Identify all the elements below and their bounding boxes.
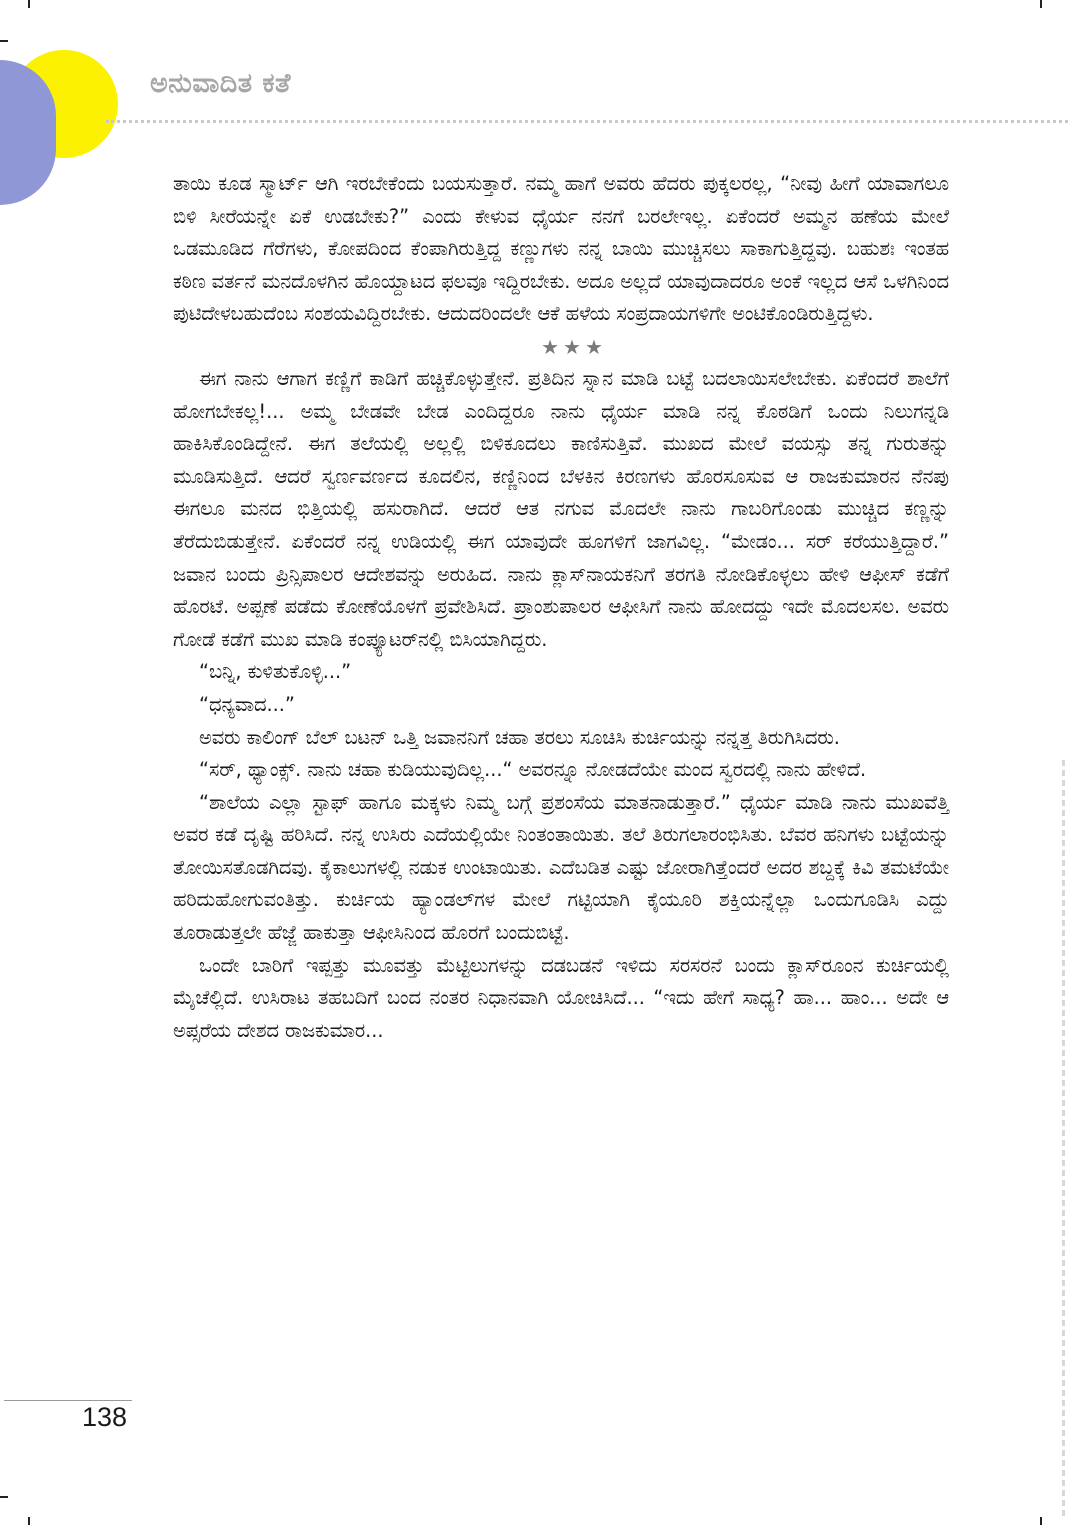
paragraph: ಈಗ ನಾನು ಆಗಾಗ ಕಣ್ಣಿಗೆ ಕಾಡಿಗೆ ಹಚ್ಚಿಕೊಳ್ಳುತ್ತೇನೆ. ಪ್ರತಿದಿನ ಸ್ನಾನ ಮಾಡಿ ಬಟ್ಟೆ ಬದಲಾಯಿಸಲೇಬೇಕು. ಏಕೆಂದರೆ ಶಾಲೆಗೆ ಹೋಗಬೇಕಲ್ಲ!... ಅಮ್ಮ ಬೇಡವೇ ಬೇಡ ಎಂದಿದ್ದರೂ ನಾನು ಧೈರ್ಯ ಮಾಡಿ ನನ್ನ ಕೊಠಡಿಗೆ ಒಂದು ನಿಲುಗನ್ನಡಿ ಹಾಕಿಸಿಕೊಂಡಿದ್ದೇನೆ. ಈಗ ತಲೆಯಲ್ಲಿ ಅಲ್ಲಲ್ಲಿ ಬಿಳಿಕೂದಲು ಕಾಣಿಸುತ್ತಿವೆ. ಮುಖದ ಮೇಲೆ ವಯಸ್ಸು ತನ್ನ ಗುರುತನ್ನು ಮೂಡಿಸುತ್ತಿದೆ. ಆದರೆ ಸ್ವರ್ಣವರ್ಣದ ಕೂದಲಿನ, ಕಣ್ಣಿನಿಂದ ಬೆಳಕಿನ ಕಿರಣಗಳು ಹೊರಸೂಸುವ ಆ ರಾಜಕುಮಾರನ ನೆನಪು ಈಗಲೂ ಮನದ ಭಿತ್ತಿಯಲ್ಲಿ ಹಸುರಾಗಿದೆ. ಆದರೆ ಆತ ನಗುವ ಮೊದಲೇ ನಾನು ಗಾಬರಿಗೊಂಡು ಮುಚ್ಚಿದ ಕಣ್ಣನ್ನು ತೆರೆದುಬಿಡುತ್ತೇನೆ. ಏಕೆಂದರೆ ನನ್ನ ಉಡಿಯಲ್ಲಿ ಈಗ ಯಾವುದೇ ಹೂಗಳಿಗೆ ಜಾಗವಿಲ್ಲ. “ಮೇಡಂ... ಸರ್ ಕರೆಯುತ್ತಿದ್ದಾರೆ.” ಜವಾನ ಬಂದು ಪ್ರಿನ್ಸಿಪಾಲರ ಆದೇಶವನ್ನು ಅರುಹಿದ. ನಾನು ಕ್ಲಾಸ್‌ನಾಯಕನಿಗೆ ತರಗತಿ ನೋಡಿಕೊಳ್ಳಲು ಹೇಳಿ ಆಫೀಸ್ ಕಡೆಗೆ ಹೊರಟೆ. ಅಪ್ಪಣೆ ಪಡೆದು ಕೋಣೆಯೊಳಗೆ ಪ್ರವೇಶಿಸಿದೆ. ಪ್ರಾಂಶುಪಾಲರ ಆಫೀಸಿಗೆ ನಾನು ಹೋದದ್ದು ಇದೇ ಮೊದಲಸಲ. ಅವರು ಗೋಡೆ ಕಡೆಗೆ ಮುಖ ಮಾಡಿ ಕಂಪ್ಯೂಟರ್‌ನಲ್ಲಿ ಬಿಸಿಯಾಗಿದ್ದರು. <box>173 366 949 651</box>
running-title: ಅನುವಾದಿತ ಕತೆ <box>150 68 291 99</box>
footer-rule <box>4 1400 132 1401</box>
paragraph: ತಾಯಿ ಕೂಡ ಸ್ಮಾರ್ಟ್ ಆಗಿ ಇರಬೇಕೆಂದು ಬಯಸುತ್ತಾರೆ. ನಮ್ಮ ಹಾಗೆ ಅವರು ಹೆದರು ಪುಕ್ಕಲರಲ್ಲ, “ನೀವು ಹೀಗೆ ಯಾವಾಗಲೂ ಬಿಳಿ ಸೀರೆಯನ್ನೇ ಏಕೆ ಉಡಬೇಕು?” ಎಂದು ಕೇಳುವ ಧೈರ್ಯ ನನಗೆ ಬರಲೇಇಲ್ಲ. ಏಕೆಂದರೆ ಅಮ್ಮನ ಹಣೆಯ ಮೇಲೆ ಒಡಮೂಡಿದ ಗೆರೆಗಳು, ಕೋಪದಿಂದ ಕೆಂಪಾಗಿರುತ್ತಿದ್ದ ಕಣ್ಣುಗಳು ನನ್ನ ಬಾಯಿ ಮುಚ್ಚಿಸಲು ಸಾಕಾಗುತ್ತಿದ್ದವು. ಬಹುಶಃ ಇಂತಹ ಕಠಿಣ ವರ್ತನೆ ಮನದೊಳಗಿನ ಹೊಯ್ದಾಟದ ಫಲವೂ ಇದ್ದಿರಬೇಕು. ಅದೂ ಅಲ್ಲದೆ ಯಾವುದಾದರೂ ಅಂಕೆ ಇಲ್ಲದ ಆಸೆ ಒಳಗಿನಿಂದ ಪುಟಿದೇಳಬಹುದೆಂಬ ಸಂಶಯವಿದ್ದಿರಬೇಕು. ಆದುದರಿಂದಲೇ ಆಕೆ ಹಳೆಯ ಸಂಪ್ರದಾಯಗಳಿಗೇ ಅಂಟಿಕೊಂಡಿರುತ್ತಿದ್ದಳು. <box>173 172 949 326</box>
crop-mark-bottom-left <box>28 1517 30 1525</box>
dotted-header-rule <box>106 120 1068 123</box>
crop-mark-left-lower <box>0 1496 8 1498</box>
page-number: 138 <box>82 1402 128 1432</box>
story-body <box>173 168 949 1047</box>
paragraph: “ಶಾಲೆಯ ಎಲ್ಲಾ ಸ್ಟಾಫ್ ಹಾಗೂ ಮಕ್ಕಳು ನಿಮ್ಮ ಬಗ್ಗೆ ಪ್ರಶಂಸೆಯ ಮಾತನಾಡುತ್ತಾರೆ.” ಧೈರ್ಯ ಮಾಡಿ ನಾನು ಮುಖವೆತ್ತಿ ಅವರ ಕಡೆ ದೃಷ್ಟಿ ಹರಿಸಿದೆ. ನನ್ನ ಉಸಿರು ಎದೆಯಲ್ಲಿಯೇ ನಿಂತಂತಾಯಿತು. ತಲೆ ತಿರುಗಲಾರಂಭಿಸಿತು. ಬೆವರ ಹನಿಗಳು ಬಟ್ಟೆಯನ್ನು ತೋಯಿಸತೊಡಗಿದವು. ಕೈಕಾಲುಗಳಲ್ಲಿ ನಡುಕ ಉಂಟಾಯಿತು. ಎದೆಬಡಿತ ಎಷ್ಟು ಜೋರಾಗಿತ್ತೆಂದರೆ ಅದರ ಶಬ್ದಕ್ಕೆ ಕಿವಿ ತಮಟೆಯೇ ಹರಿದುಹೋಗುವಂತಿತ್ತು. ಕುರ್ಚಿಯ ಹ್ಯಾಂಡಲ್‌ಗಳ ಮೇಲೆ ಗಟ್ಟಿಯಾಗಿ ಕೈಯೂರಿ ಶಕ್ತಿಯನ್ನೆಲ್ಲಾ ಒಂದುಗೂಡಿಸಿ ಎದ್ದು ತೂರಾಡುತ್ತಲೇ ಹೆಜ್ಜೆ ಹಾಕುತ್ತಾ ಆಫೀಸಿನಿಂದ ಹೊರಗೆ ಬಂದುಬಿಟ್ಟೆ. <box>173 790 949 945</box>
crop-mark-left-upper <box>0 40 8 42</box>
crop-mark-top-right <box>1040 0 1042 8</box>
paragraph: “ಸರ್, ಥ್ಯಾಂಕ್ಸ್. ನಾನು ಚಹಾ ಕುಡಿಯುವುದಿಲ್ಲ...“ ಅವರನ್ನೂ ನೋಡದೆಯೇ ಮಂದ ಸ್ವರದಲ್ಲಿ ನಾನು ಹೇಳಿದೆ. <box>199 758 867 782</box>
crop-mark-bottom-right <box>1040 1517 1042 1525</box>
section-separator: ★★★ <box>541 334 607 359</box>
paragraph: ಅವರು ಕಾಲಿಂಗ್ ಬೆಲ್ ಬಟನ್ ಒತ್ತಿ ಜವಾನನಿಗೆ ಚಹಾ ತರಲು ಸೂಚಿಸಿ ಕುರ್ಚಿಯನ್ನು ನನ್ನತ್ತ ತಿರುಗಿಸಿದರು. <box>199 725 840 749</box>
dialogue-line: “ಬನ್ನಿ, ಕುಳಿತುಕೊಳ್ಳಿ...” <box>199 660 352 684</box>
margin-dotted-rule <box>1062 760 1065 1520</box>
dialogue-line: “ಧನ್ಯವಾದ...” <box>199 692 295 716</box>
crop-mark-top-left <box>28 0 30 8</box>
paragraph: ಒಂದೇ ಬಾರಿಗೆ ಇಪ್ಪತ್ತು ಮೂವತ್ತು ಮೆಟ್ಟಿಲುಗಳನ್ನು ದಡಬಡನೆ ಇಳಿದು ಸರಸರನೆ ಬಂದು ಕ್ಲಾಸ್‌ರೂಂನ ಕುರ್ಚಿಯಲ್ಲಿ ಮೈಚೆಲ್ಲಿದೆ. ಉಸಿರಾಟ ತಹಬದಿಗೆ ಬಂದ ನಂತರ ನಿಧಾನವಾಗಿ ಯೋಚಿಸಿದೆ... “ಇದು ಹೇಗೆ ಸಾಧ್ಯ? ಹಾ... ಹಾಂ... ಅದೇ ಆ ಅಪ್ಸರೆಯ ದೇಶದ ರಾಜಕುಮಾರ... <box>173 953 949 1042</box>
